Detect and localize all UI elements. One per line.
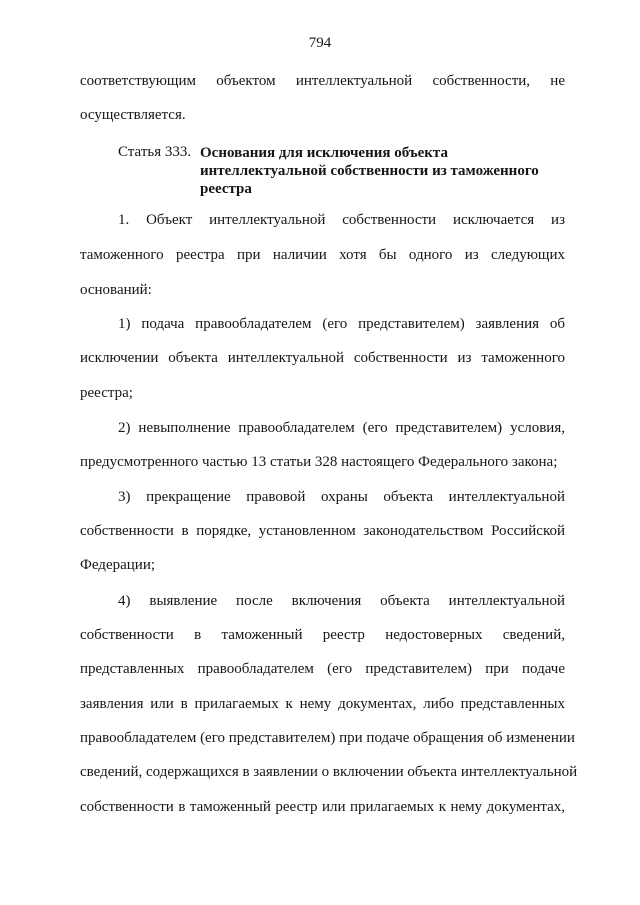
text-line: 4) выявление после включения объекта интеллектуальной	[118, 593, 565, 609]
text-line: Федерации;	[80, 557, 156, 573]
text-line: 1) подача правообладателем (его представителем) заявления об	[118, 316, 565, 332]
text-line: заявления или в прилагаемых к нему документах, либо представленных	[80, 696, 565, 712]
text-line: 1. Объект интеллектуальной собственности исключается из	[118, 212, 565, 228]
text-line: сведений, содержащихся в заявлении о включении объекта интеллектуальной	[80, 764, 578, 780]
text-line: предусмотренного частью 13 статьи 328 настоящего Федерального закона;	[80, 454, 558, 470]
text-line: правообладателем (его представителем) при подаче обращения об изменении	[80, 730, 575, 746]
text-line: таможенного реестра при наличии хотя бы одного из следующих	[80, 247, 565, 263]
text-line: 2) невыполнение правообладателем (его представителем) условия,	[118, 420, 565, 436]
article-number: Статья 333.	[118, 144, 192, 160]
text-line: осуществляется.	[80, 107, 186, 123]
text-line: собственности в порядке, установленном законодательством Российской	[80, 523, 565, 539]
text-line: собственности в таможенный реестр недостоверных сведений,	[80, 627, 565, 643]
article-title: Основания для исключения объекта интеллектуальной собственности из таможенного реестра	[200, 145, 539, 197]
text-line: соответствующим объектом интеллектуальной собственности, не	[80, 73, 565, 89]
text-line: реестра;	[80, 385, 133, 401]
text-line: представленных правообладателем (его представителем) при подаче	[80, 661, 565, 677]
text-line: 3) прекращение правовой охраны объекта интеллектуальной	[118, 489, 565, 505]
text-line: исключении объекта интеллектуальной собственности из таможенного	[80, 350, 565, 366]
page-number: 794	[308, 35, 332, 51]
text-line: оснований:	[80, 282, 152, 298]
text-line: собственности в таможенный реестр или прилагаемых к нему документах,	[80, 799, 565, 815]
